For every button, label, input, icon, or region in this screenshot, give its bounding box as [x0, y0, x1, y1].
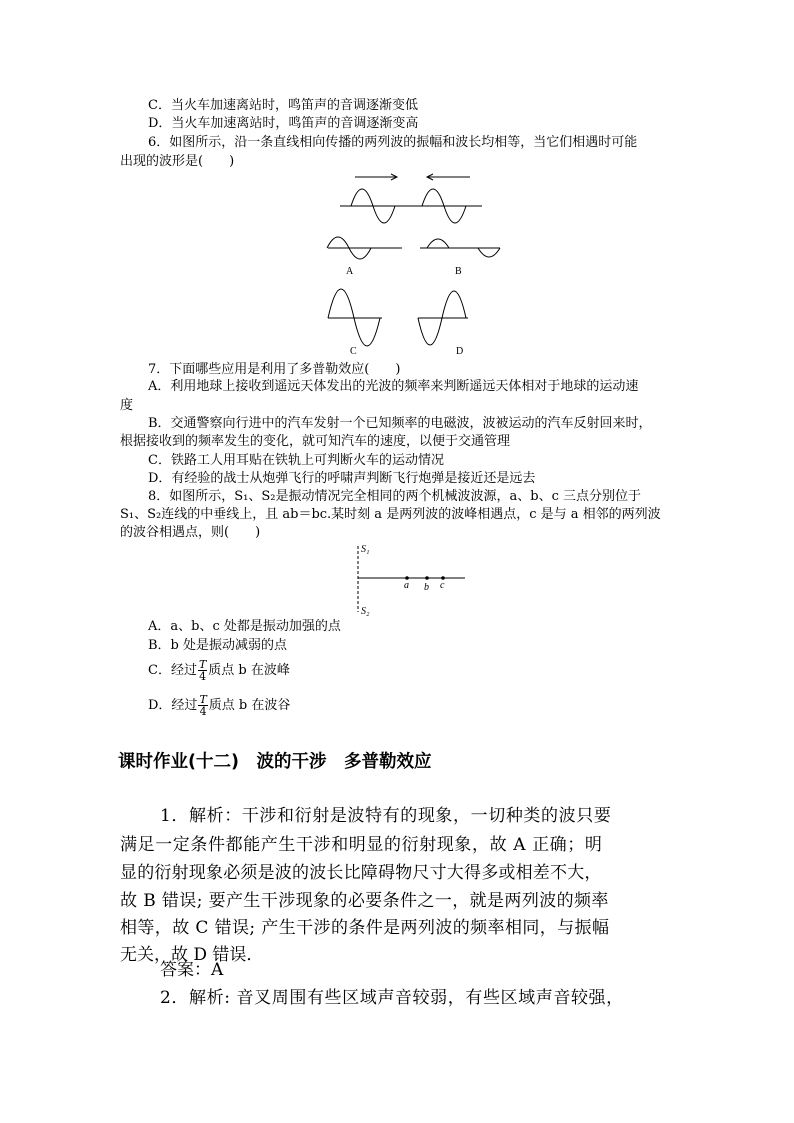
- q7-option-b-line1: B．交通警察向行进中的汽车发射一个已知频率的电磁波，波被运动的汽车反射回来时，: [148, 416, 652, 431]
- fraction-denominator: 4: [199, 705, 207, 718]
- q8-stem-line1: 8．如图所示，S₁、S₂是振动情况完全相同的两个机械波波源，a、b、c 三点分别位于: [148, 489, 641, 504]
- q8-option-c: [148, 659, 290, 683]
- option-b-wave-crest: [427, 239, 449, 248]
- t-over-4-fraction: [198, 659, 207, 682]
- q7-option-a-line2: 度: [120, 398, 134, 413]
- q7-option-b-line2: 根据接收到的频率发生的变化，就可知汽车的速度，以便于交通管理: [120, 434, 511, 449]
- q8-option-c-suffix: 质点 b 在波峰: [208, 663, 290, 678]
- q8-option-d: [148, 694, 290, 718]
- answer-1-line3: 显的衍射现象必须是波的波长比障碍物尺寸大得多或相差不大，: [120, 863, 602, 883]
- answer-1-line6: 无关，故 D 错误．: [120, 945, 264, 965]
- q6-label-d: D: [456, 346, 464, 357]
- answer-2-line1: 2．解析: 音叉周围有些区域声音较弱，有些区域声音较强，: [160, 988, 624, 1008]
- q8-option-c-prefix: C．经过: [148, 663, 197, 678]
- label-a: a: [404, 580, 409, 591]
- q7-option-d: D．有经验的战士从炮弹飞行的呼啸声判断飞行炮弹是接近还是远去: [148, 471, 536, 486]
- q8-source-figure: [350, 540, 470, 620]
- q5-option-c: C．当火车加速离站时，鸣笛声的音调逐渐变低: [148, 98, 418, 113]
- q8-stem-line2: S₁、S₂连线的中垂线上，且 ab＝bc.某时刻 a 是两列波的波峰相遇点，c 是与 a 相邻的两列波: [120, 507, 661, 522]
- q6-label-b: B: [455, 266, 462, 277]
- answer-1-line5: 相等，故 C 错误; 产生干涉的条件是两列波的频率相同，与振幅: [120, 918, 610, 938]
- q8-option-b: B．b 处是振动减弱的点: [148, 638, 288, 653]
- answer-1-answer: 答案：A: [160, 960, 224, 980]
- q8-option-d-suffix: 质点 b 在波谷: [208, 698, 291, 713]
- q6-stem-line1: 6．如图所示，沿一条直线相向传播的两列波的振幅和波长均相等，当它们相遇时可能: [148, 135, 638, 150]
- answer-1-line1: 1．解析：干涉和衍射是波特有的现象，一切种类的波只要: [160, 806, 612, 826]
- q6-label-c: C: [350, 346, 357, 357]
- fraction-numerator: T: [199, 693, 207, 706]
- q7-option-a-line1: A．利用地球上接收到遥远天体发出的光波的频率来判断遥远天体相对于地球的运动速: [148, 379, 639, 394]
- q8-option-a: A．a、b、c 处都是振动加强的点: [148, 619, 341, 634]
- q6-label-a: A: [346, 266, 354, 277]
- label-s2: S₂: [361, 606, 370, 617]
- answer-1-line2: 满足一定条件都能产生干涉和明显的衍射现象，故 A 正确；明: [120, 835, 603, 855]
- fraction-numerator: T: [198, 658, 207, 671]
- section-title: 课时作业(十二) 波的干涉 多普勒效应: [118, 752, 432, 772]
- q6-wave-figure: [320, 168, 510, 362]
- t-over-4-fraction: [198, 694, 207, 717]
- q6-stem-line2: 出现的波形是( ): [120, 154, 235, 169]
- option-b-wave-trough: [478, 248, 500, 257]
- q8-option-d-prefix: D．经过: [148, 698, 198, 713]
- label-c: c: [440, 580, 445, 591]
- q7-stem: 7．下面哪些应用是利用了多普勒效应( ): [148, 362, 401, 377]
- q7-option-c: C．铁路工人用耳贴在铁轨上可判断火车的运动情况: [148, 453, 444, 468]
- answer-1-line4: 故 B 错误; 要产生干涉现象的必要条件之一，就是两列波的频率: [120, 891, 609, 911]
- fraction-denominator: 4: [199, 670, 207, 683]
- point-b: [425, 576, 429, 580]
- q8-stem-line3: 的波谷相遇点，则( ): [120, 525, 261, 540]
- label-s1: S₁: [361, 544, 370, 555]
- q5-option-d: D．当火车加速离站时，鸣笛声的音调逐渐变高: [148, 116, 419, 131]
- label-b: b: [424, 582, 429, 593]
